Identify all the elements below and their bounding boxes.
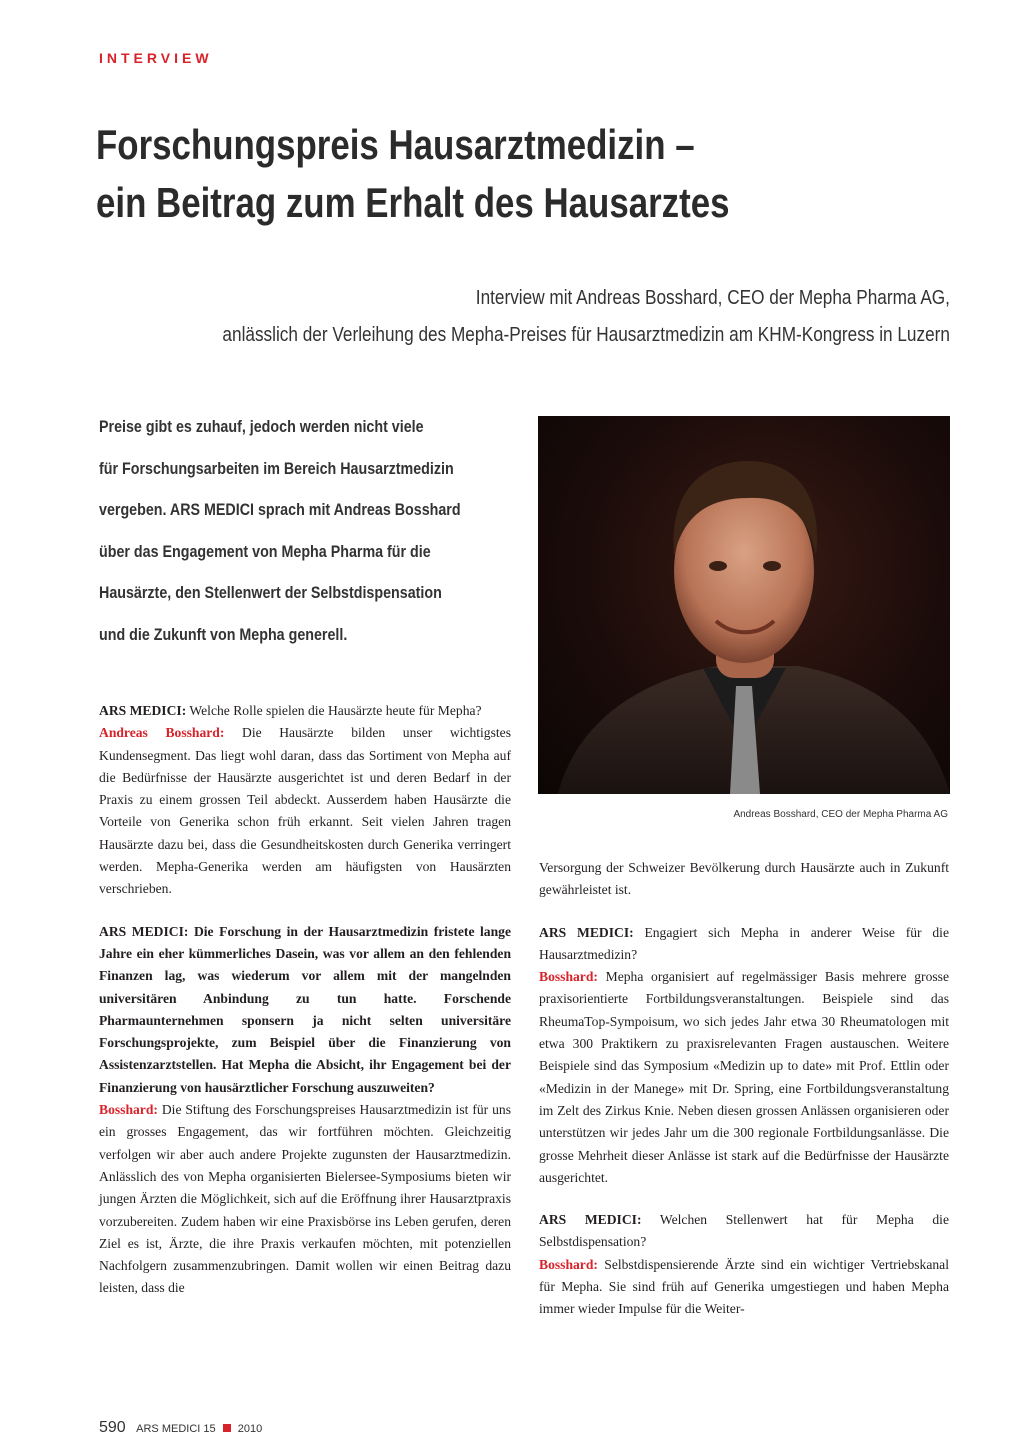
article-subtitle bbox=[222, 280, 950, 354]
speaker-label: ARS MEDICI: bbox=[99, 703, 187, 718]
section-kicker: INTERVIEW bbox=[99, 50, 213, 66]
lead-line: Preise gibt es zuhauf, jedoch werden nicht viele bbox=[99, 417, 424, 436]
continued-paragraph: Versorgung der Schweizer Bevölkerung durch Hausärzte auch in Zukunft gewährleistet ist. bbox=[539, 860, 949, 898]
lead-line: für Forschungsarbeiten im Bereich Hausarztmedizin bbox=[99, 458, 454, 478]
lead-line: Hausärzte, den Stellenwert der Selbstdispensation bbox=[99, 583, 442, 602]
speaker-label: Bosshard: bbox=[99, 1102, 158, 1118]
answer-paragraph bbox=[99, 1099, 511, 1300]
portrait-photo bbox=[538, 416, 950, 794]
title-line-1: Forschungspreis Hausarztmedizin – bbox=[96, 121, 695, 168]
lead-paragraph bbox=[99, 406, 502, 655]
title-line-2: ein Beitrag zum Erhalt des Hausarztes bbox=[96, 179, 730, 226]
answer-text: Die Hausärzte bilden unser wichtigstes Kundensegment. Das liegt wohl daran, dass das Sortiment von Mepha auf die Bedürfnisse der Hausärzte ausgerichtet ist und deren Bedarf in der Praxis zu einem grossen Teil abdeckt. Ausserdem haben Hausärzte die Vorteile von Generika schon früh erkannt. Seit vielen Jahren tragen Hausärzte dazu bei, dass die Gesundheitskosten durch Generika verringert werden. Mepha-Generika werden am häufigsten von Hausärzten verschrieben. bbox=[99, 725, 511, 897]
journal-year: 2010 bbox=[237, 1423, 263, 1435]
lead-line: vergeben. ARS MEDICI sprach mit Andreas Bosshard bbox=[99, 500, 461, 519]
question-paragraph bbox=[99, 921, 511, 1099]
speaker-label: Bosshard: bbox=[539, 969, 598, 985]
page-number: 590 bbox=[99, 1419, 126, 1436]
answer-paragraph bbox=[539, 966, 949, 1189]
speaker-label: ARS MEDICI: bbox=[539, 924, 634, 940]
question-text: Engagiert sich Mepha in anderer Weise für die Hausarztmedizin? bbox=[539, 924, 949, 962]
speaker-label: Andreas Bosshard: bbox=[99, 725, 225, 741]
question-text: Die Forschung in der Hausarztmedizin fristete lange Jahre ein eher kümmerliches Dasein, was vor allem an den fehlenden Finanzen lag, was wiederum vor allem mit der mangelnden universitären Anbindung zu tun hatte. Forschende Pharmaunternehmen sponsern ja nicht selten universitäre Forschungsprojekte, zum Beispiel über die Finanzierung von Assistenzarztstellen. Hat Mepha die Absicht, ihr Engagement bei der Finanzierung von hausärztlicher Forschung auszuweiten? bbox=[99, 923, 511, 1095]
subtitle-line-2: anlässlich der Verleihung des Mepha-Preises für Hausarztmedizin am KHM-Kongress in Luzern bbox=[222, 324, 950, 346]
question-text: Welchen Stellenwert hat für Mepha die Selbstdispensation? bbox=[539, 1212, 949, 1250]
portrait-illustration bbox=[538, 416, 950, 794]
answer-text: Selbstdispensierende Ärzte sind ein wichtiger Vertriebskanal für Mepha. Sie sind früh auf Generika umgestiegen und haben Mepha immer wieder Impulse für die Weiter- bbox=[539, 1256, 949, 1317]
answer-paragraph bbox=[99, 722, 511, 900]
journal-name: ARS MEDICI 15 bbox=[136, 1423, 216, 1435]
speaker-label: ARS MEDICI: bbox=[99, 923, 189, 939]
square-separator-icon bbox=[223, 1424, 231, 1432]
article-title bbox=[96, 116, 810, 232]
question-paragraph bbox=[539, 922, 949, 967]
answer-paragraph bbox=[539, 1254, 949, 1321]
page-footer bbox=[99, 1419, 262, 1437]
lead-line: und die Zukunft von Mepha generell. bbox=[99, 624, 348, 644]
question-paragraph bbox=[539, 1209, 949, 1254]
photo-caption: Andreas Bosshard, CEO der Mepha Pharma AG bbox=[733, 809, 948, 820]
question-text: Welche Rolle spielen die Hausärzte heute für Mepha? bbox=[186, 703, 482, 718]
speaker-label: Bosshard: bbox=[539, 1256, 598, 1272]
answer-text: Die Stiftung des Forschungspreises Hausarztmedizin ist für uns ein grosses Engagement, das wir fortführen möchten. Gleichzeitig verfolgen wir aber auch andere Projekte zugunsten der Hausarztmedizin. Anlässlich des von Mepha organisierten Bielersee-Symposiums bieten wir jungen Ärzten die Möglichkeit, sich auf die Eröffnung ihrer Hausarztpraxis vorzubereiten. Zudem haben wir eine Praxisbörse ins Leben gerufen, deren Ziel es ist, Ärzte, die ihre Praxis verkaufen möchten, mit potenziellen Nachfolgern zusammenzubringen. Damit wollen wir einen Beitrag dazu leisten, dass die bbox=[99, 1102, 511, 1296]
lead-line: über das Engagement von Mepha Pharma für die bbox=[99, 541, 431, 561]
speaker-label: ARS MEDICI: bbox=[539, 1212, 642, 1228]
subtitle-line-1: Interview mit Andreas Bosshard, CEO der Mepha Pharma AG, bbox=[475, 287, 950, 309]
question-paragraph bbox=[99, 700, 511, 722]
answer-text: Mepha organisiert auf regelmässiger Basis mehrere grosse praxisorientierte Fortbildungsveranstaltungen. Beispiele sind das RheumaTop-Sympoisum, wo sich jedes Jahr etwa 30 Rheumatologen mit etwa 300 Praktikern zu praxisrelevanten Fragen austauschen. Weitere Beispiele sind das Symposium «Medizin up to date» mit Prof. Ettlin oder «Medizin in der Manege» mit Dr. Spring, eine Fortbildungsveranstaltung im Zelt des Zirkus Knie. Neben diesen grossen Anlässen organisieren oder unterstützen wir jedes Jahr um die 300 regionale Fortbildungsanlässe. Die grosse Mehrheit dieser Anlässe ist stark auf die Bedürfnisse der Hausärzte ausgerichtet. bbox=[539, 969, 949, 1185]
body-column-left bbox=[99, 700, 511, 1300]
body-column-right bbox=[539, 857, 949, 1321]
